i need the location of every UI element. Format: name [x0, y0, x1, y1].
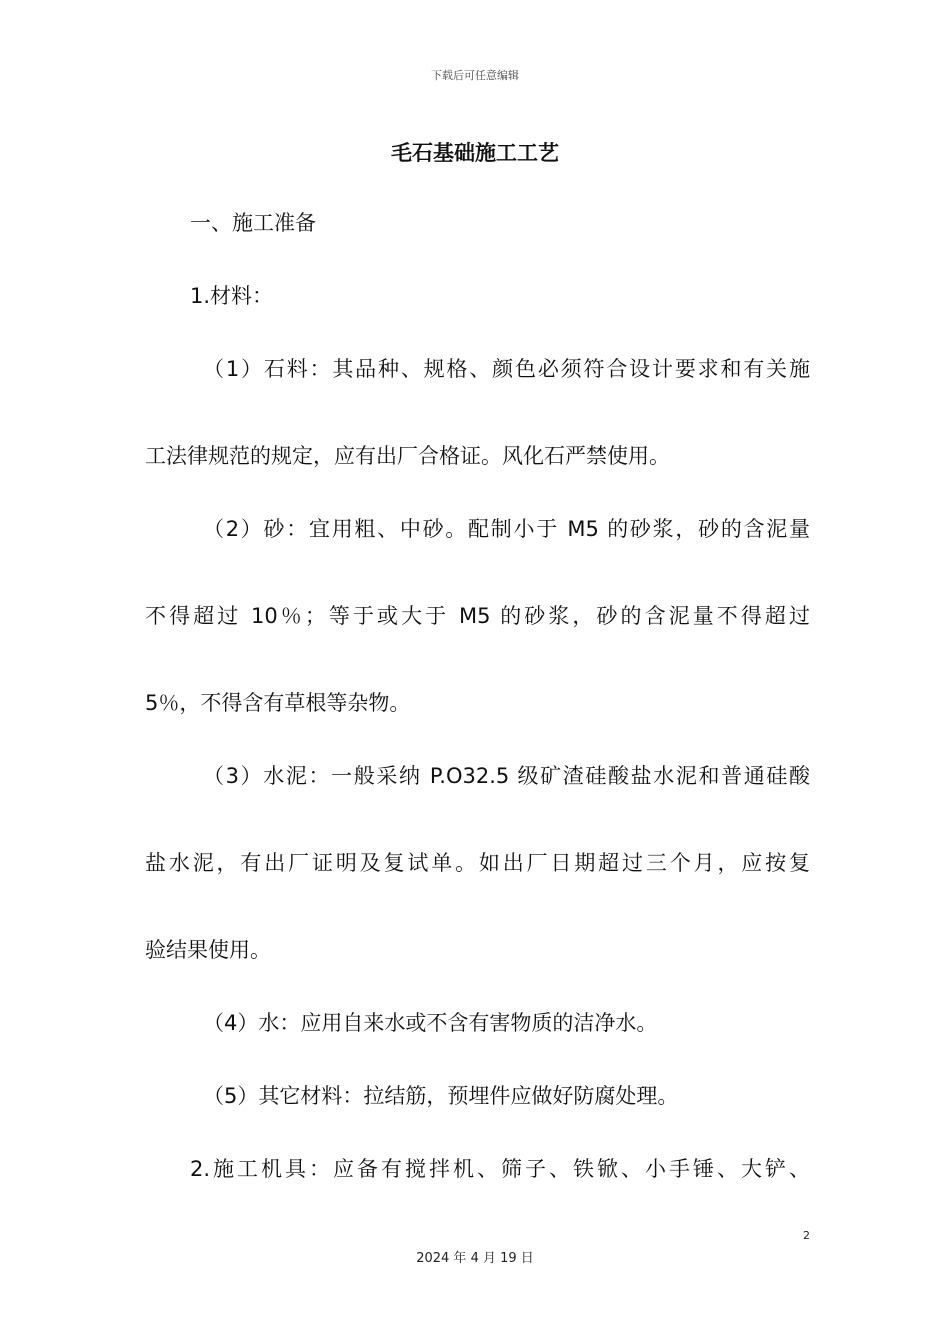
paragraph-line: （1）石料：其品种、规格、颜色必须符合设计要求和有关施: [203, 357, 810, 381]
paragraph-line: 2.施工机具：应备有搅拌机、筛子、铁锨、小手锤、大铲、: [190, 1157, 810, 1181]
paragraph-line: 不得超过 10％；等于或大于 M5 的砂浆，砂的含泥量不得超过: [145, 604, 810, 628]
paragraph-line: 盐水泥，有出厂证明及复试单。如出厂日期超过三个月，应按复: [145, 851, 810, 875]
page-number: 2: [803, 1229, 810, 1242]
paragraph-line: 工法律规范的规定，应有出厂合格证。风化石严禁使用。: [145, 444, 670, 468]
section-heading: 一、施工准备: [190, 211, 316, 235]
paragraph-line: 5％，不得含有草根等杂物。: [145, 691, 411, 715]
paragraph-line: （3）水泥：一般采纳 P.O32.5 级矿渣硅酸盐水泥和普通硅酸: [203, 764, 810, 788]
document-title: 毛石基础施工工艺: [391, 141, 559, 165]
subsection-heading: 1.材料：: [190, 284, 274, 308]
footer-date: 2024 年 4 月 19 日: [416, 1251, 534, 1266]
paragraph-line: 验结果使用。: [145, 938, 271, 962]
paragraph-line: （5）其它材料：拉结筋，预埋件应做好防腐处理。: [203, 1084, 679, 1108]
header-note: 下载后可任意编辑: [431, 69, 519, 82]
paragraph-line: （4）水：应用自来水或不含有害物质的洁净水。: [203, 1011, 658, 1035]
paragraph-line: （2）砂：宜用粗、中砂。配制小于 M5 的砂浆，砂的含泥量: [203, 517, 810, 541]
